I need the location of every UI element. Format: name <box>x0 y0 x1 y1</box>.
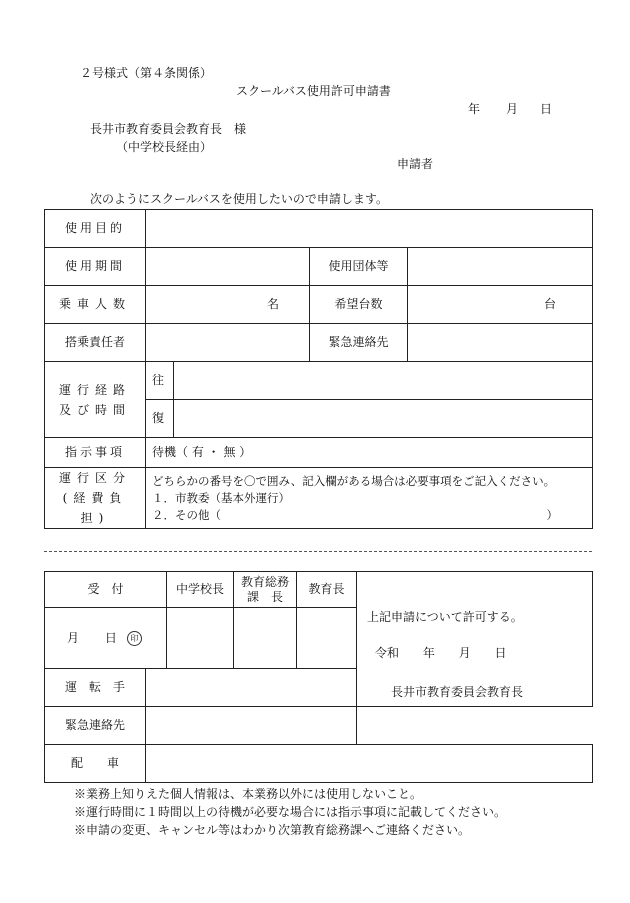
category-note: どちらかの番号を〇で囲み、記入欄がある場合は必要事項をご記入ください。 <box>152 473 556 488</box>
principal-stamp[interactable] <box>167 608 234 669</box>
purpose-row <box>45 210 593 248</box>
seal-icon: 印 <box>127 631 142 646</box>
dispatch-label: 配 車 <box>45 745 146 783</box>
approval-year-label: 年 <box>422 646 435 661</box>
application-table <box>44 209 593 529</box>
approver-name: 長井市教育委員会教育長 <box>391 684 524 699</box>
addressee: 長井市教育委員会教育長 様 <box>90 122 247 136</box>
category-label-line1: 運行区分 <box>58 471 131 485</box>
category-option-2[interactable] <box>152 507 586 524</box>
received-day-label: 日 <box>104 630 117 645</box>
note-3: ※申請の変更、キャンセル等はわかり次第教育総務課へご連絡ください。 <box>74 823 471 837</box>
office-table <box>44 571 593 783</box>
intro-text: 次のようにスクールバスを使用したいので申請します。 <box>90 192 388 206</box>
category-label-line2: (経費負担) <box>62 491 128 525</box>
received-label: 受 付 <box>45 572 167 608</box>
received-month-label: 月 <box>67 630 80 645</box>
category-option-2-label: ２．その他（ <box>152 507 221 522</box>
instructions-row <box>45 438 593 468</box>
period-field[interactable] <box>146 248 310 286</box>
route-label-line2: 及び時間 <box>58 402 131 417</box>
gen-affairs-label-line2: 課 長 <box>247 589 284 604</box>
via-note: （中学校長経由） <box>116 140 213 154</box>
approval-date <box>375 646 582 660</box>
date-month-label: 月 <box>506 102 519 116</box>
period-label: 使用期間 <box>45 248 146 286</box>
buses-unit: 台 <box>543 297 556 312</box>
period-row <box>45 248 593 286</box>
group-field[interactable] <box>408 248 593 286</box>
emergency-label: 緊急連絡先 <box>310 324 408 362</box>
category-option-2-close: ） <box>546 507 558 522</box>
principal-label: 中学校長 <box>167 572 234 608</box>
group-label: 使用団体等 <box>310 248 408 286</box>
superintendent-label: 教育長 <box>297 572 357 608</box>
gen-affairs-label <box>234 572 297 608</box>
superintendent-stamp[interactable] <box>297 608 357 669</box>
dispatch-row <box>45 745 593 783</box>
riders-label: 乗車人数 <box>45 286 146 324</box>
route-back-label: 復 <box>146 400 174 438</box>
category-option-1[interactable]: １．市教委（基本外運行） <box>152 490 290 505</box>
office-emergency-field[interactable] <box>146 707 357 745</box>
riders-row <box>45 286 593 324</box>
standby-text[interactable]: 待機（ 有 ・ 無 ） <box>146 438 593 468</box>
supervisor-row <box>45 324 593 362</box>
riders-field[interactable] <box>146 286 310 324</box>
emergency-field[interactable] <box>408 324 593 362</box>
purpose-field[interactable] <box>146 210 593 248</box>
driver-label: 運 転 手 <box>45 669 146 707</box>
dispatch-field[interactable] <box>146 745 593 783</box>
office-emergency-row <box>45 707 593 745</box>
route-out-field[interactable] <box>174 362 593 400</box>
note-1: ※業務上知りえた個人情報は、本業務以外には使用しないこと。 <box>74 787 423 801</box>
approval-day-label: 日 <box>494 646 507 661</box>
form-number: ２号様式（第４条関係） <box>80 66 213 80</box>
supervisor-label: 搭乗責任者 <box>45 324 146 362</box>
supervisor-field[interactable] <box>146 324 310 362</box>
route-label-line1: 運行経路 <box>58 382 131 397</box>
purpose-label: 使用目的 <box>45 210 146 248</box>
riders-unit: 名 <box>266 297 279 312</box>
cut-line <box>44 551 592 552</box>
route-out-row <box>45 362 593 400</box>
approval-month-label: 月 <box>458 646 471 661</box>
gen-affairs-stamp[interactable] <box>234 608 297 669</box>
buses-field[interactable] <box>408 286 593 324</box>
office-header-row <box>45 572 593 608</box>
approval-text: 上記申請について許可する。 <box>367 610 523 624</box>
category-row <box>45 468 593 529</box>
buses-label: 希望台数 <box>310 286 408 324</box>
applicant-label: 申請者 <box>397 157 434 171</box>
driver-field[interactable] <box>146 669 357 707</box>
route-label <box>45 362 146 438</box>
gen-affairs-label-line1: 教育総務 <box>241 574 290 589</box>
category-field <box>146 468 593 529</box>
approval-block <box>357 572 593 707</box>
date-year-label: 年 <box>468 102 481 116</box>
note-2: ※運行時間に１時間以上の待機が必要な場合には指示事項に記載してください。 <box>74 805 507 819</box>
form-title: スクールバス使用許可申請書 <box>236 84 391 98</box>
office-emergency-label: 緊急連絡先 <box>45 707 146 745</box>
route-back-field[interactable] <box>174 400 593 438</box>
category-label <box>45 468 146 529</box>
received-date-cell[interactable] <box>45 608 167 669</box>
date-day-label: 日 <box>540 102 553 116</box>
era-label: 令和 <box>375 646 400 661</box>
instructions-label: 指示事項 <box>45 438 146 468</box>
route-out-label: 往 <box>146 362 174 400</box>
